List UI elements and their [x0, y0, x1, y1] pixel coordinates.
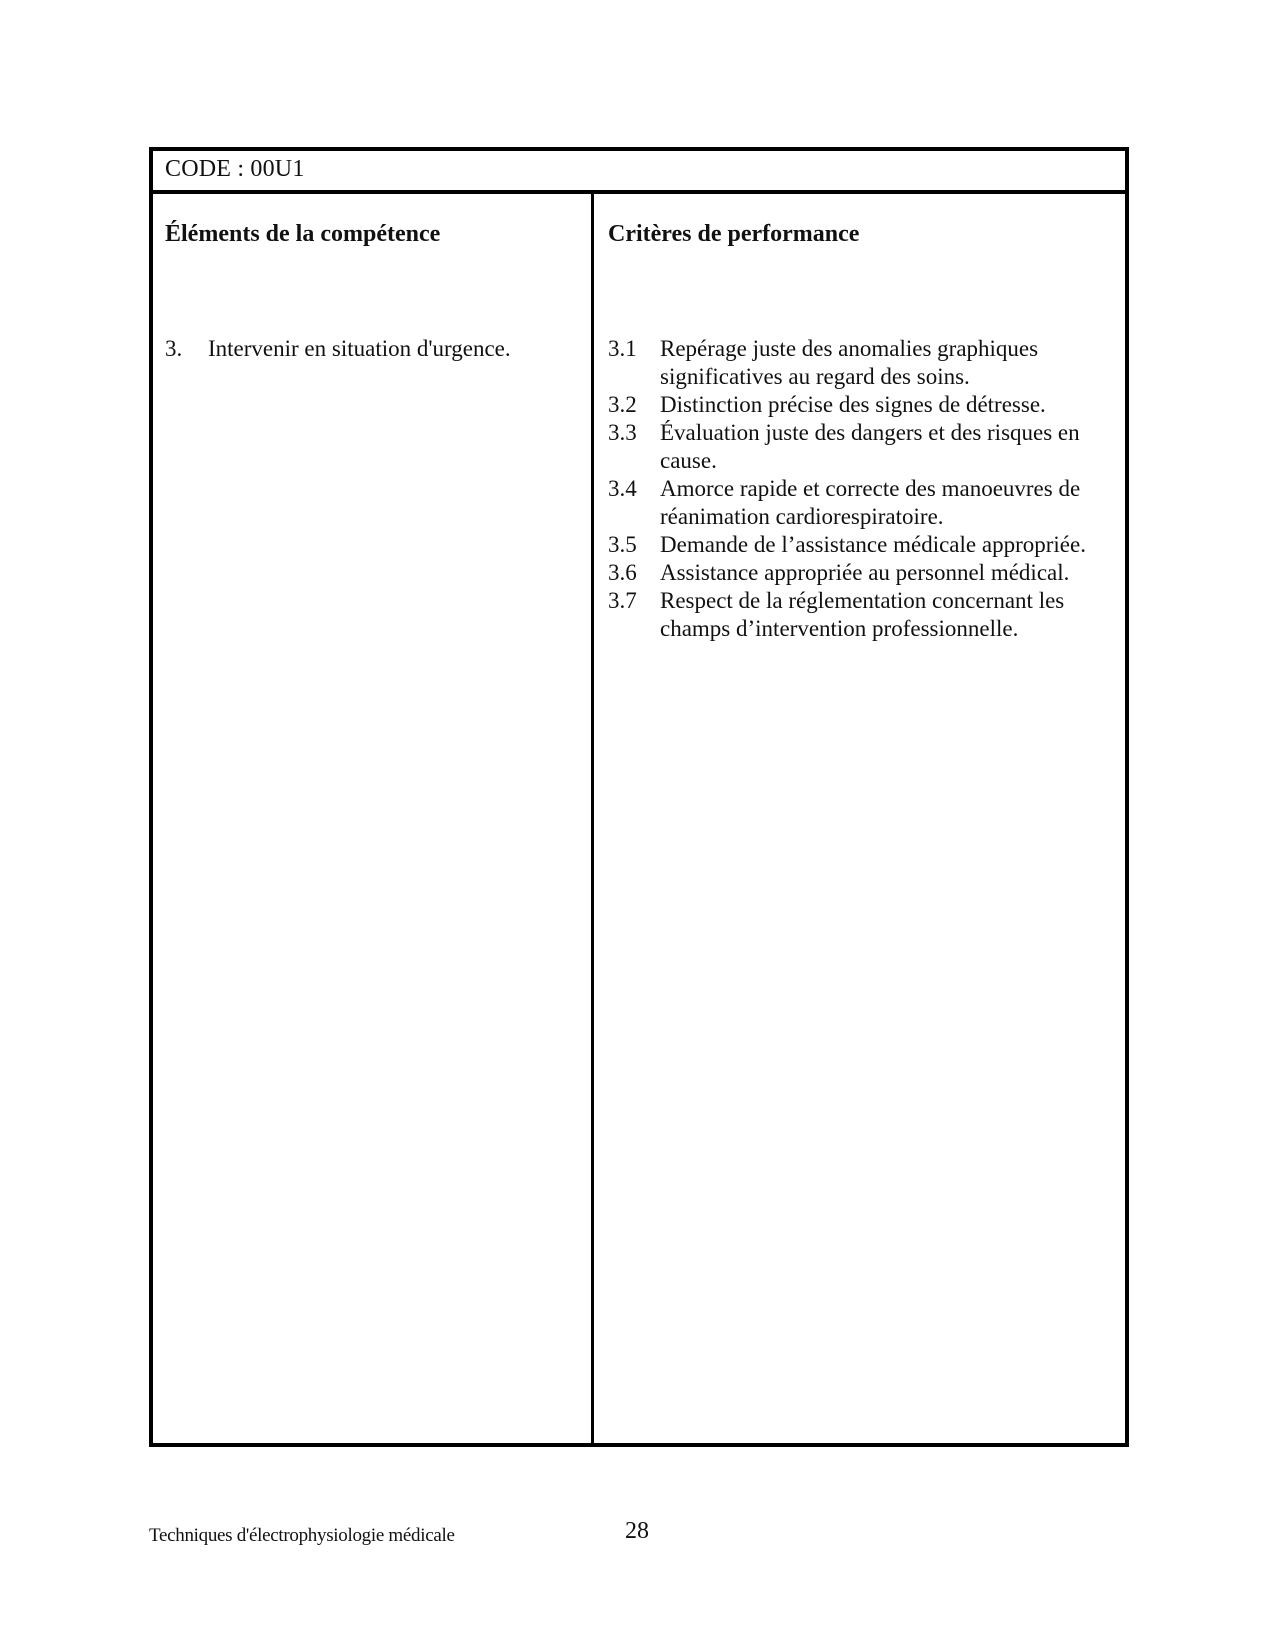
criteria-number: 3.2 — [608, 392, 637, 417]
footer-title: Techniques d'électrophysiologie médicale — [149, 1525, 455, 1546]
competency-table — [149, 147, 1129, 1447]
criteria-list — [608, 335, 1108, 643]
criteria-item — [608, 559, 1108, 587]
column-divider — [591, 194, 594, 1444]
criteria-number: 3.6 — [608, 560, 637, 585]
element-text: Intervenir en situation d'urgence. — [208, 336, 511, 361]
criteria-text: Demande de l’assistance médicale appropriée. — [660, 532, 1086, 557]
criteria-text: Distinction précise des signes de détresse. — [660, 392, 1046, 417]
criteria-text: Respect de la réglementation concernant les champs d’intervention professionnelle. — [660, 588, 1065, 641]
criteria-item — [608, 335, 1108, 391]
criteria-text: Amorce rapide et correcte des manoeuvres de réanimation cardiorespiratoire. — [660, 476, 1081, 529]
criteria-item — [608, 475, 1108, 531]
criteria-item — [608, 419, 1108, 475]
code-row — [153, 151, 1125, 194]
criteria-item — [608, 531, 1108, 559]
criteria-number: 3.1 — [608, 336, 637, 361]
criteria-heading: Critères de performance — [608, 221, 860, 247]
criteria-number: 3.4 — [608, 476, 637, 501]
element-item — [165, 335, 511, 363]
criteria-text: Évaluation juste des dangers et des risques en cause. — [660, 420, 1080, 473]
elements-heading: Éléments de la compétence — [165, 221, 441, 247]
criteria-number: 3.3 — [608, 420, 637, 445]
criteria-number: 3.7 — [608, 588, 637, 613]
criteria-item — [608, 587, 1108, 643]
page-number: 28 — [625, 1518, 649, 1544]
criteria-number: 3.5 — [608, 532, 637, 557]
element-number: 3. — [165, 336, 183, 361]
code-label: CODE : 00U1 — [165, 156, 305, 182]
criteria-item — [608, 391, 1108, 419]
criteria-text: Assistance appropriée au personnel médical. — [660, 560, 1070, 585]
criteria-text: Repérage juste des anomalies graphiques significatives au regard des soins. — [660, 336, 1039, 389]
